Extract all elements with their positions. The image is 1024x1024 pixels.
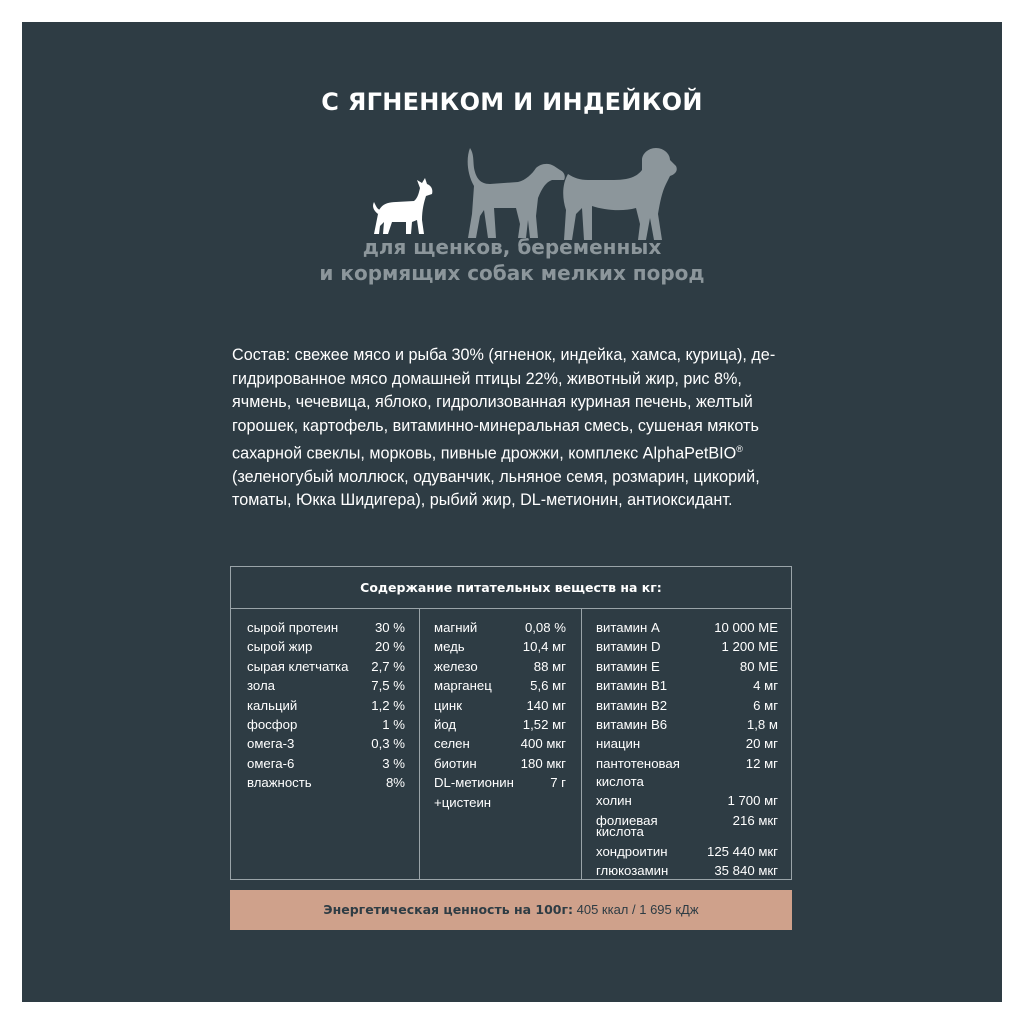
nutrient-value: 0,3 % [371,736,405,752]
nutrient-value: 1,2 % [371,697,405,713]
nutrient-row [434,698,566,714]
nutrient-value: 2,7 % [371,658,405,674]
nutrient-name: витамин В2 [596,697,668,713]
nutrient-column-minerals [419,609,582,879]
nutrient-name: марганец [434,678,492,694]
nutrient-name: витамин Е [596,658,660,674]
nutrient-name: холин [596,793,632,809]
nutrient-row [434,620,566,636]
nutrient-name: йод [434,717,457,732]
composition-line-text: сахарной свеклы, морковь, пивные дрожжи, комплекс AlphaPetBIO [232,444,737,463]
nutrient-value: 1 % [382,717,405,732]
nutrient-name: цинк [434,697,462,713]
nutrient-name: зола [247,678,275,694]
nutrient-row [247,620,405,636]
composition-text [232,344,792,513]
nutrient-name: кислота [596,774,644,789]
nutrient-row [596,659,778,675]
nutrient-value: 1 700 мг [727,793,778,809]
target-audience [22,234,1002,286]
nutrient-name: омега-6 [247,755,295,771]
nutrient-name: медь [434,639,465,655]
nutrient-row [247,698,405,714]
dog-size-icons [370,140,680,248]
small-dog-icon [373,178,432,234]
nutrient-value: 10 000 МЕ [714,620,778,635]
nutrient-table [230,566,792,880]
nutrient-row [434,795,566,811]
nutrient-name: сырой протеин [247,620,339,635]
nutrient-name: кислота [596,824,644,839]
nutrient-value: 4 мг [753,678,778,694]
nutrient-value: 1,52 мг [522,717,566,732]
nutrient-name: влажность [247,775,312,791]
nutrient-row [247,756,405,772]
nutrient-value: 6 мг [753,697,778,713]
nutrient-value: 140 мг [526,697,566,713]
nutrient-row [247,678,405,694]
nutrient-value: 0,08 % [524,620,566,635]
trademark-symbol: ® [736,444,743,454]
nutrient-row [596,793,778,809]
nutrient-value: 1 200 МЕ [721,639,778,655]
nutrient-row [596,736,778,752]
nutrient-row [434,775,566,791]
composition-line: гидрированное мясо домашней птицы 22%, животный жир, рис 8%, [232,369,742,388]
nutrient-value: 20 мг [745,736,778,752]
nutrient-name: фолиевая [596,812,658,828]
large-dog-icon [563,148,677,240]
nutrient-value: 10,4 мг [522,639,566,655]
nutrient-value: 35 840 мкг [714,862,778,878]
nutrient-name: селен [434,736,470,752]
nutrient-name: биотин [434,755,477,771]
composition-line: Состав: свежее мясо и рыба 30% (ягненок, индейка, хамса, курица), де- [232,346,776,364]
nutrient-row [596,774,778,790]
nutrient-value: 12 мг [745,755,778,771]
nutrient-row [434,736,566,752]
nutrient-value: 1,8 м [746,717,778,732]
nutrient-row [596,756,778,772]
composition-line: горошек, картофель, витаминно-минеральная смесь, сушеная мякоть [232,416,759,435]
nutrient-table-heading: Содержание питательных веществ на кг: [231,567,791,609]
nutrient-value: 5,6 мг [530,678,566,694]
nutrient-name: ниацин [596,736,641,752]
nutrient-row [247,639,405,655]
nutrient-row [434,659,566,675]
nutrient-row [596,639,778,655]
nutrient-value: 7,5 % [371,678,405,694]
nutrient-value: 180 мкг [520,755,566,771]
nutrient-name: магний [434,620,478,635]
nutrient-row [247,736,405,752]
nutrient-row [596,678,778,694]
energy-value: 405 ккал / 1 695 кДж [573,902,699,917]
nutrient-value: 88 мг [533,658,566,674]
nutrient-name: кальций [247,697,298,713]
composition-line: (зеленогубый моллюск, одуванчик, льняное семя, розмарин, цикорий, [232,467,760,486]
nutrient-value: 216 мкг [732,812,778,828]
nutrient-name: витамин В1 [596,678,668,694]
nutrient-row [596,698,778,714]
nutrient-column-basic [231,609,419,879]
nutrient-name: глюкозамин [596,862,669,878]
nutrient-row [434,717,566,733]
nutrient-row [247,717,405,733]
nutrient-row [596,824,778,840]
nutrient-name: фосфор [247,717,298,732]
nutrient-row [434,639,566,655]
nutrient-name: хондроитин [596,844,668,859]
nutrient-name: сырая клетчатка [247,658,349,674]
nutrient-name: +цистеин [434,794,492,810]
energy-label: Энергетическая ценность на 100г: [323,902,573,917]
nutrient-row [434,678,566,694]
subtitle-line-2: и кормящих собак мелких пород [319,261,705,285]
nutrient-value: 20 % [374,639,405,655]
nutrient-row [596,620,778,636]
medium-dog-icon [468,148,565,238]
composition-line: томаты, Юкка Шидигера), рыбий жир, DL-метионин, антиоксидант. [232,491,733,510]
composition-line [232,438,792,466]
nutrient-name: омега-3 [247,736,295,752]
product-title: С ЯГНЕНКОМ И ИНДЕЙКОЙ [321,88,703,116]
nutrient-column-vitamins [581,609,794,879]
nutrient-name: DL-метионин [434,775,514,791]
nutrient-row [596,844,778,860]
nutrient-name: пантотеновая [596,755,680,771]
nutrient-row [596,717,778,733]
energy-value-bar [230,890,792,930]
nutrient-row [247,659,405,675]
nutrient-value: 125 440 мкг [707,844,778,859]
nutrient-row [247,775,405,791]
nutrient-name: витамин D [596,639,661,655]
nutrient-value: 8% [385,775,405,791]
package-back-panel [22,22,1002,1002]
nutrient-value: 30 % [374,620,405,635]
nutrient-value: 80 МЕ [739,658,778,674]
nutrient-row [434,756,566,772]
nutrient-name: витамин А [596,620,660,635]
nutrient-row [596,863,778,879]
nutrient-name: железо [434,658,478,674]
nutrient-value: 3 % [382,755,405,771]
nutrient-value: 400 мкг [520,736,566,752]
composition-line: ячмень, чечевица, яблоко, гидролизованная куриная печень, желтый [232,393,753,411]
subtitle-line-1: для щенков, беременных [362,235,662,259]
nutrient-value: 7 г [550,775,566,791]
nutrient-name: сырой жир [247,639,313,655]
nutrient-name: витамин В6 [596,717,668,732]
